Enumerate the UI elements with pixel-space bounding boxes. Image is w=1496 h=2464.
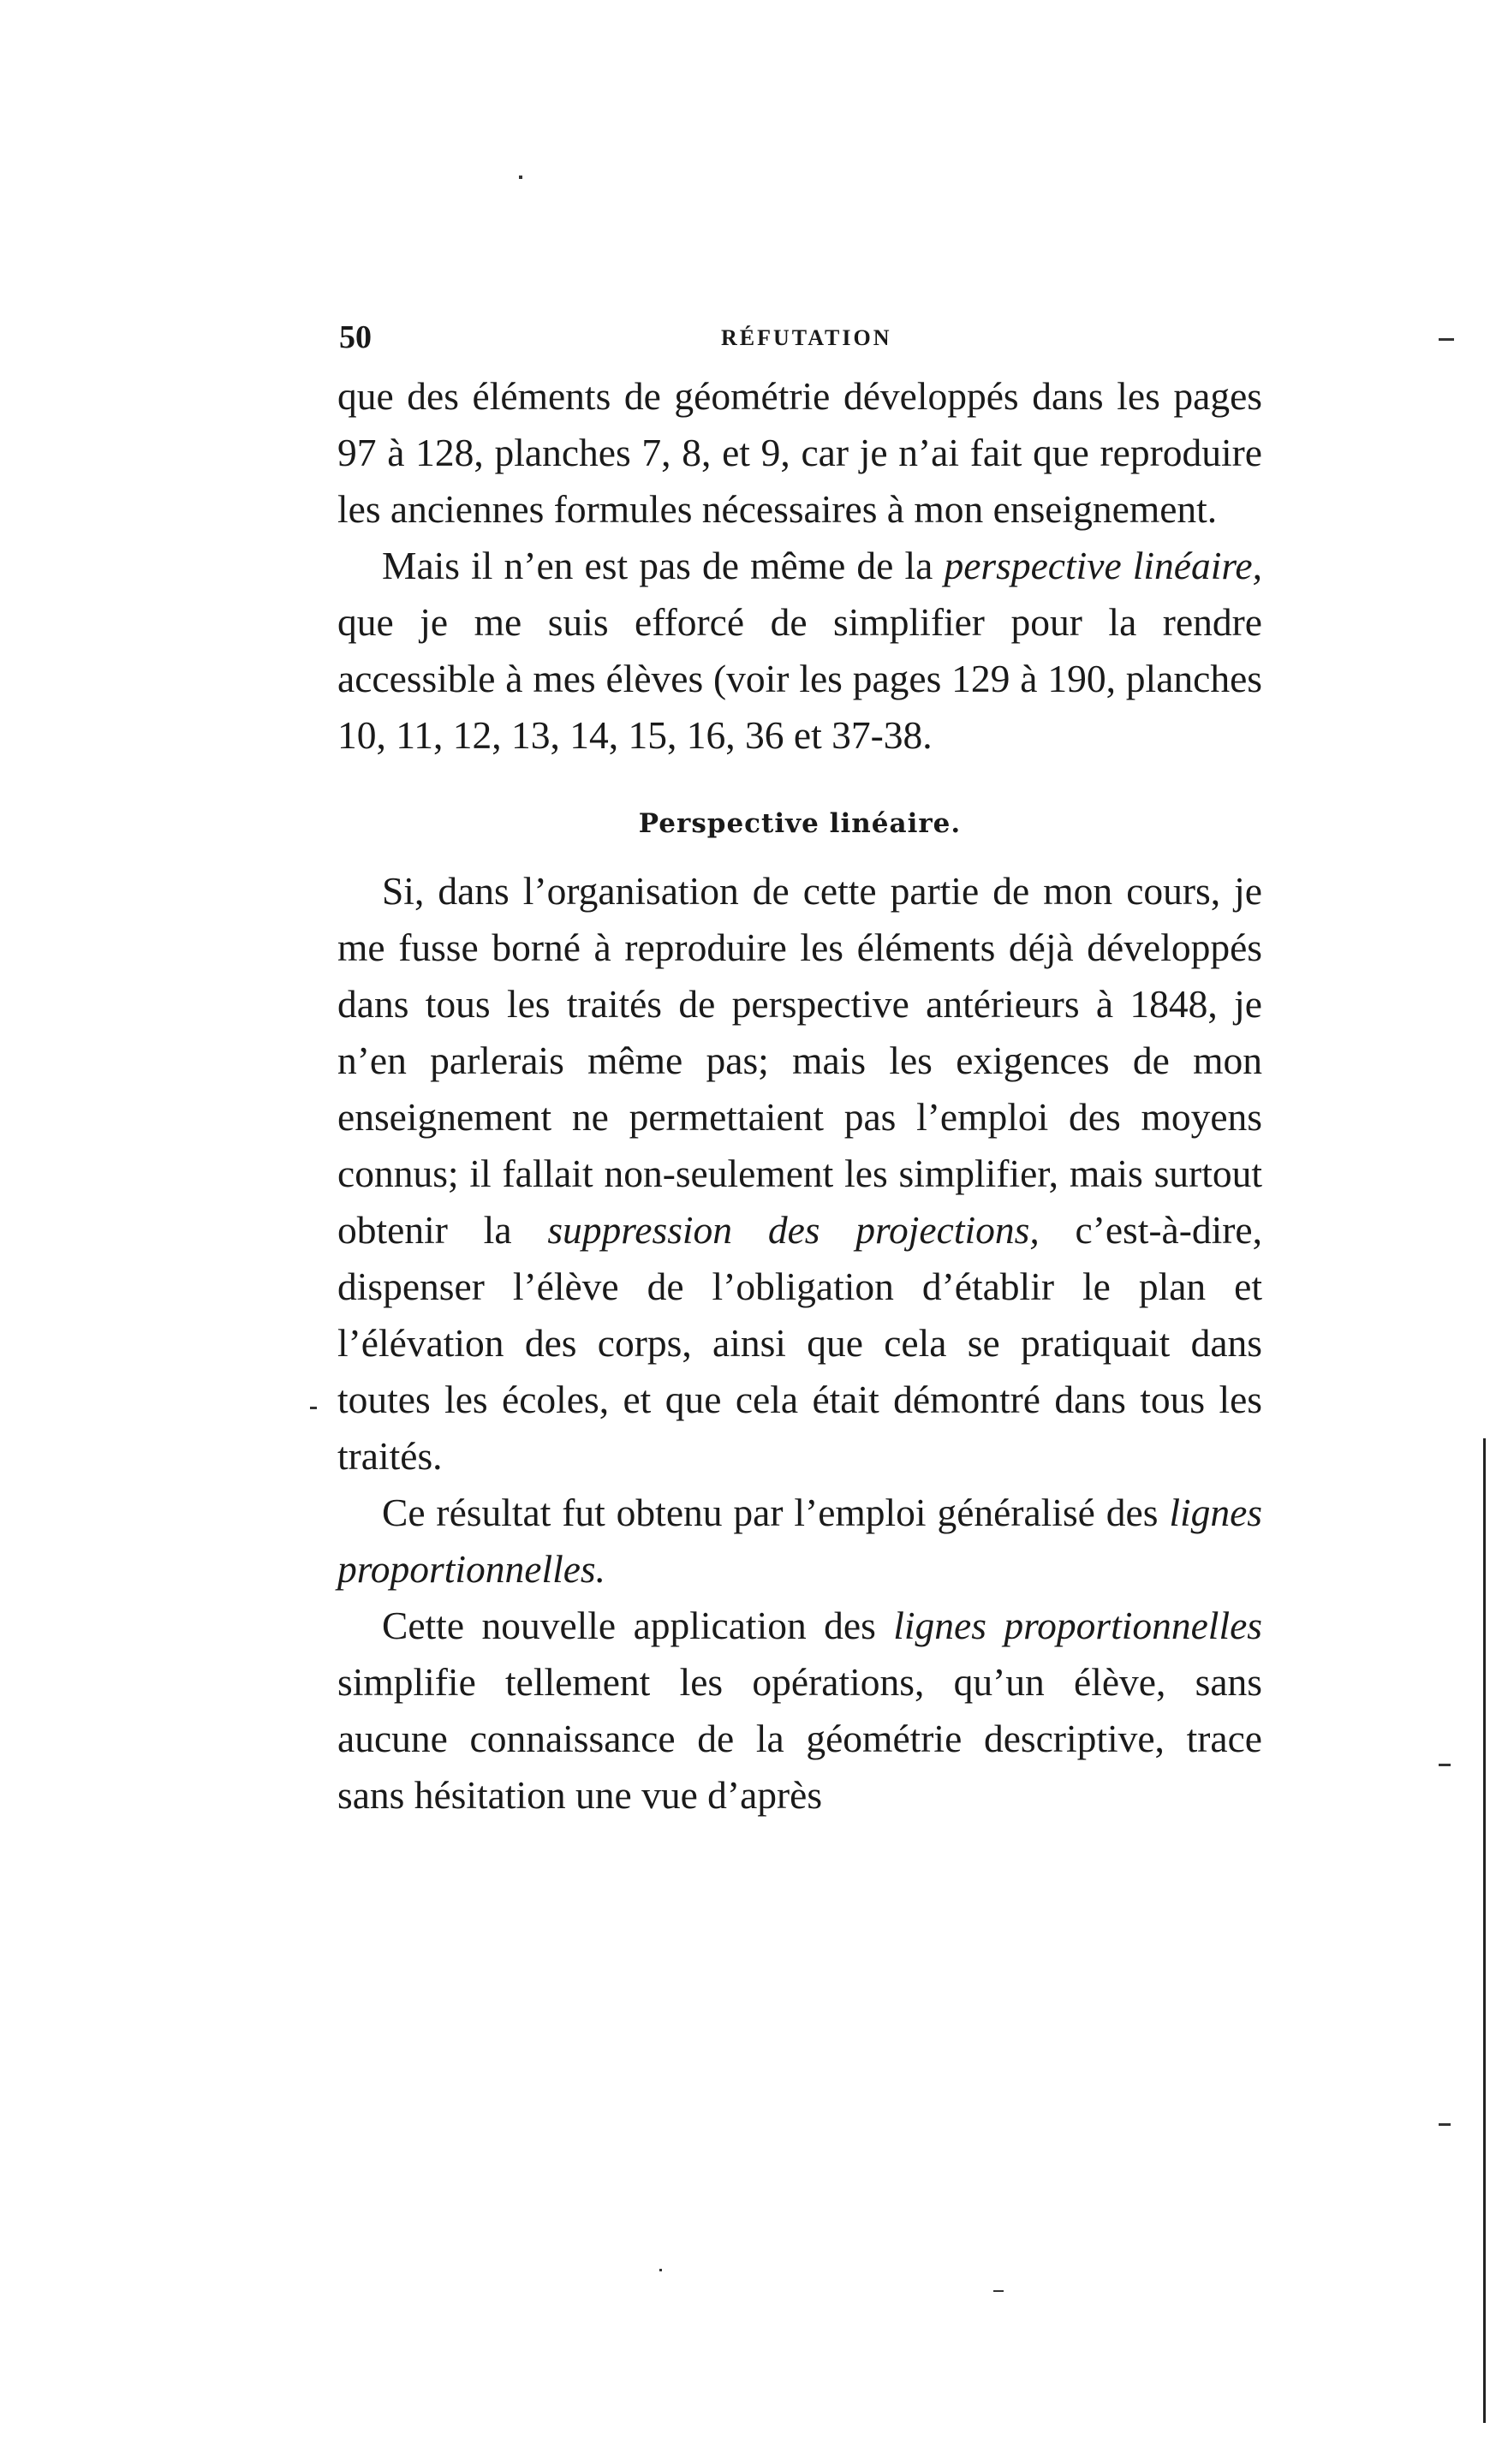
paragraph-4-text-a: Ce résultat fut obtenu par l’emploi généralisé des (382, 1491, 1170, 1534)
scan-speck (519, 176, 522, 179)
section-heading: Perspective linéaire. (638, 808, 962, 839)
paragraph-4 (337, 1485, 1262, 1598)
running-title: RÉFUTATION (721, 325, 892, 350)
paragraph-5-italic: lignes proportionnelles (893, 1604, 1262, 1647)
scan-speck (1439, 338, 1454, 341)
paragraph-3-italic: suppression des projections, (547, 1208, 1040, 1252)
scan-speck (659, 2269, 662, 2271)
paragraph-4-italic: lignes proportionnelles. (337, 1491, 1262, 1591)
paragraph-2 (337, 538, 1262, 764)
paragraph-1 (337, 368, 1262, 538)
page-edge-line (1483, 1438, 1486, 2423)
paragraph-3 (337, 863, 1262, 1485)
paragraph-5-text-b: simplifie tellement les opérations, qu’un élève, sans aucune connaissance de la géométrie descriptive, trace sans hésitation une vue d’après (337, 1660, 1262, 1817)
page-number: 50 (339, 319, 372, 355)
paragraph-3-text-a: Si, dans l’organisation de cette partie de mon cours, je me fusse borné à reproduire les éléments déjà développés dans tous les traités de perspective antérieurs à 1848, je n’en parlerais même pas; mais les exigences de mon enseignement ne permettaient pas l’emploi des moyens connus; il fallait non-seulement les simplifier, mais surtout obtenir la (337, 869, 1262, 1252)
paragraph-5-text-a: Cette nouvelle application des (382, 1604, 894, 1647)
scan-speck (310, 1407, 317, 1409)
body-text (337, 368, 1262, 1824)
running-head (339, 318, 1261, 361)
scan-speck (993, 2290, 1004, 2292)
paragraph-3-text-b: c’est-à-dire, dispenser l’élève de l’obligation d’établir le plan et l’élévation des corps, ainsi que cela se pratiquait dans toutes les écoles, et que cela était démontré dans tous les traités. (337, 1208, 1262, 1478)
paragraph-2-italic: perspective linéaire, (944, 544, 1262, 587)
scan-speck (1439, 1764, 1451, 1766)
scan-speck (1439, 2123, 1451, 2126)
paragraph-5 (337, 1598, 1262, 1824)
paragraph-2-text-b: que je me suis efforcé de simplifier pour la rendre accessible à mes élèves (voir les pages 129 à 190, planches 10, 11, 12, 13, 14, 15, 16, 36 et 37-38. (337, 600, 1262, 757)
paragraph-2-text-a: Mais il n’en est pas de même de la (382, 544, 945, 587)
paragraph-1-text: que des éléments de géométrie développés dans les pages 97 à 128, planches 7, 8, et 9, car je n’ai fait que reproduire les anciennes formules nécessaires à mon enseignement. (337, 374, 1262, 531)
